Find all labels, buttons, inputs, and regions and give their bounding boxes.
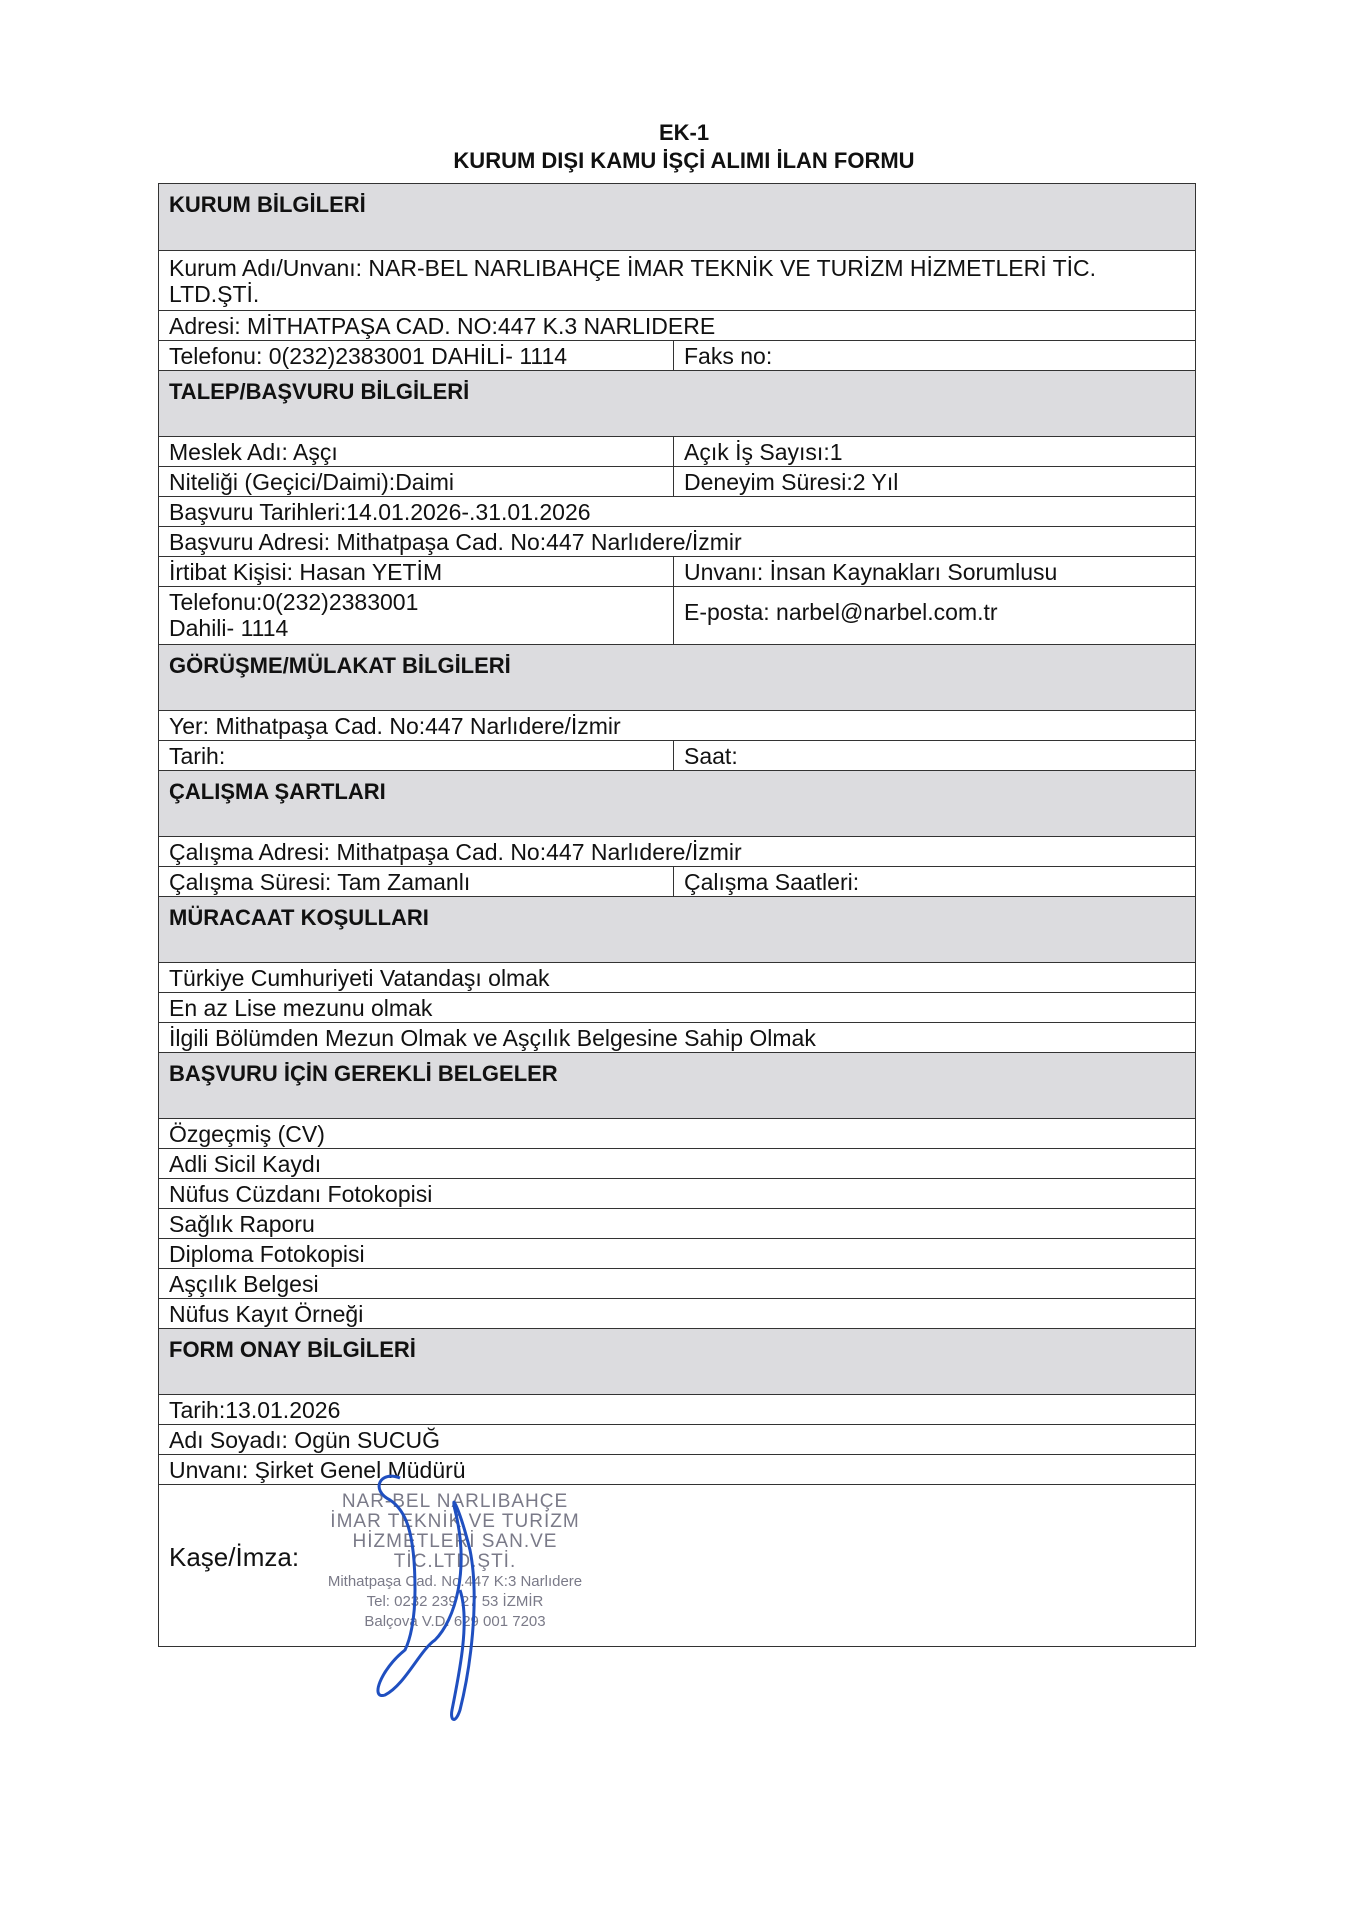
section-kurum: KURUM BİLGİLERİ bbox=[159, 184, 1195, 250]
section-gorusme: GÖRÜŞME/MÜLAKAT BİLGİLERİ bbox=[159, 644, 1195, 710]
approver-name: Adı Soyadı: Ogün SUCUĞ bbox=[169, 1427, 441, 1453]
institution-phone: Telefonu: 0(232)2383001 DAHİLİ- 1114 bbox=[159, 341, 674, 370]
document-item: Sağlık Raporu bbox=[169, 1211, 315, 1237]
contact-person: İrtibat Kişisi: Hasan YETİM bbox=[159, 557, 674, 586]
form-table bbox=[158, 183, 1196, 1647]
contact-phone: Telefonu:0(232)2383001 bbox=[169, 589, 419, 615]
requirement-item: Türkiye Cumhuriyeti Vatandaşı olmak bbox=[169, 965, 550, 991]
institution-name: Kurum Adı/Unvanı: NAR-BEL NARLIBAHÇE İMAR TEKNİK VE TURİZM HİZMETLERİ TİC. LTD.ŞTİ. bbox=[169, 255, 1097, 307]
document-item: Nüfus Kayıt Örneği bbox=[169, 1301, 364, 1327]
job-name: Meslek Adı: Aşçı bbox=[159, 437, 674, 466]
interview-place: Yer: Mithatpaşa Cad. No:447 Narlıdere/İzmir bbox=[169, 713, 621, 739]
stamp-line: Tel: 0232 239 27 53 İZMİR bbox=[366, 1593, 544, 1610]
section-onay: FORM ONAY BİLGİLERİ bbox=[159, 1328, 1195, 1394]
section-belgeler: BAŞVURU İÇİN GEREKLİ BELGELER bbox=[159, 1052, 1195, 1118]
stamp-line: İMAR TEKNİK VE TURİZM bbox=[330, 1511, 580, 1532]
openings: Açık İş Sayısı:1 bbox=[684, 439, 843, 465]
contact-title: Unvanı: İnsan Kaynakları Sorumlusu bbox=[684, 559, 1058, 585]
document-item: Özgeçmiş (CV) bbox=[169, 1121, 325, 1147]
stamp-line: Balçova V.D. 629 001 7203 bbox=[364, 1613, 546, 1630]
application-address: Başvuru Adresi: Mithatpaşa Cad. No:447 Narlıdere/İzmir bbox=[169, 529, 742, 555]
approver-title: Unvanı: Şirket Genel Müdürü bbox=[169, 1457, 466, 1483]
institution-fax: Faks no: bbox=[684, 343, 773, 369]
job-type: Niteliği (Geçici/Daimi):Daimi bbox=[159, 467, 674, 496]
requirement-item: İlgili Bölümden Mezun Olmak ve Aşçılık Belgesine Sahip Olmak bbox=[169, 1025, 816, 1051]
document-item: Nüfus Cüzdanı Fotokopisi bbox=[169, 1181, 433, 1207]
stamp-line: HİZMETLERİ SAN.VE TİC.LTD.ŞTİ. bbox=[352, 1531, 558, 1572]
experience: Deneyim Süresi:2 Yıl bbox=[684, 469, 899, 495]
contact-ext: Dahili- 1114 bbox=[169, 615, 289, 641]
interview-time: Saat: bbox=[684, 743, 738, 769]
section-talep: TALEP/BAŞVURU BİLGİLERİ bbox=[159, 370, 1195, 436]
stamp-line: NAR-BEL NARLIBAHÇE bbox=[341, 1491, 569, 1512]
approval-date: Tarih:13.01.2026 bbox=[169, 1397, 341, 1423]
requirement-item: En az Lise mezunu olmak bbox=[169, 995, 433, 1021]
signature bbox=[360, 1470, 520, 1730]
annex-label: EK-1 bbox=[658, 120, 710, 145]
document-item: Diploma Fotokopisi bbox=[169, 1241, 365, 1267]
document-item: Aşçılık Belgesi bbox=[169, 1271, 319, 1297]
interview-date: Tarih: bbox=[159, 741, 674, 770]
work-duration: Çalışma Süresi: Tam Zamanlı bbox=[159, 867, 674, 896]
form-title: KURUM DIŞI KAMU İŞÇİ ALIMI İLAN FORMU bbox=[453, 148, 915, 173]
section-muracaat: MÜRACAAT KOŞULLARI bbox=[159, 896, 1195, 962]
contact-email: E-posta: narbel@narbel.com.tr bbox=[684, 599, 998, 625]
application-dates: Başvuru Tarihleri:14.01.2026-.31.01.2026 bbox=[169, 499, 591, 525]
stamp-line: Mithatpaşa Cad. No.447 K:3 Narlıdere bbox=[327, 1573, 583, 1590]
institution-address: Adresi: MİTHATPAŞA CAD. NO:447 K.3 NARLIDERE bbox=[169, 313, 716, 339]
stamp-label: Kaşe/İmza: bbox=[169, 1541, 300, 1572]
section-calisma: ÇALIŞMA ŞARTLARI bbox=[159, 770, 1195, 836]
document-item: Adli Sicil Kaydı bbox=[169, 1151, 322, 1177]
work-hours: Çalışma Saatleri: bbox=[684, 869, 860, 895]
work-address: Çalışma Adresi: Mithatpaşa Cad. No:447 Narlıdere/İzmir bbox=[169, 839, 742, 865]
